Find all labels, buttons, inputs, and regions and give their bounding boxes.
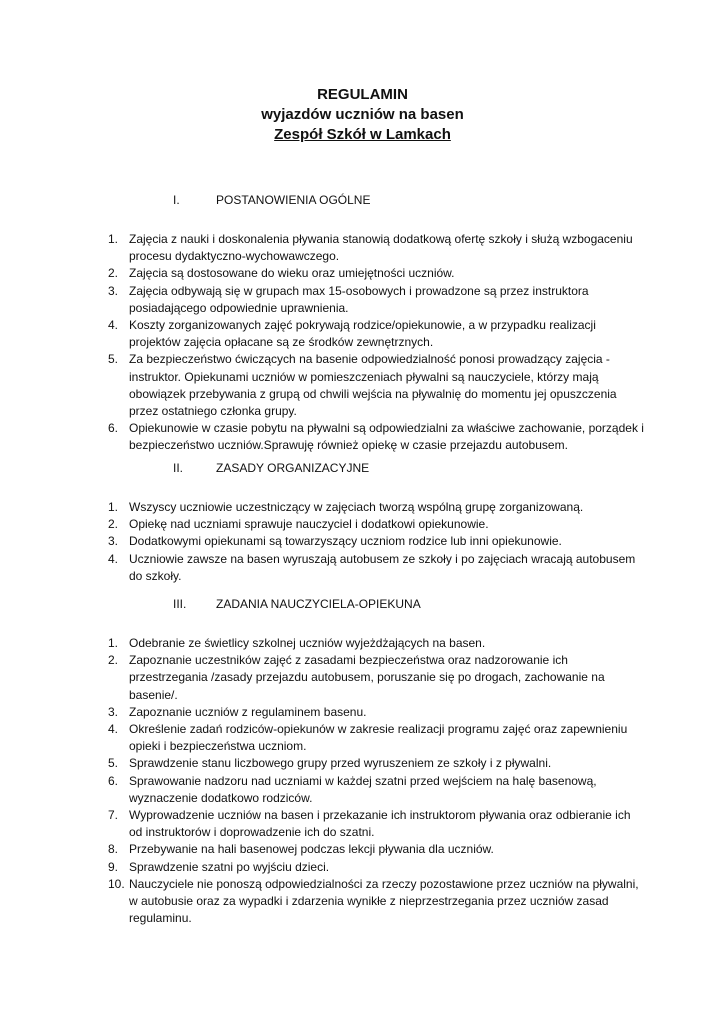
section-title: POSTANOWIENIA OGÓLNE: [216, 193, 371, 207]
list-item: 3. Zapoznanie uczniów z regulaminem basenu.: [108, 704, 367, 719]
list-item: 1. Odebranie ze świetlicy szkolnej uczniów wyjeżdżających na basen.: [108, 636, 486, 650]
section-heading: [0, 191, 725, 209]
list-item: 3. Dodatkowymi opiekunami są towarzyszący uczniom rodzice lub inni opiekunowie.: [108, 534, 562, 549]
section-number: I.: [173, 193, 180, 207]
school-name: Zespół Szkół w Lamkach: [274, 126, 451, 143]
list-item: 2. Zapoznanie uczestników zajęć z zasadami bezpieczeństwa oraz nadzorowanie ich przestrzegania /zasady przejazdu autobusem, poruszanie się po drogach, zachowanie na basenie/.: [108, 653, 605, 702]
list-item: 3. Zajęcia odbywają się w grupach max 15-osobowych i prowadzone są przez instruktora posiadającego odpowiednie uprawnienia.: [108, 283, 589, 315]
list-item: 2. Zajęcia są dostosowane do wieku oraz umiejętności uczniów.: [108, 266, 455, 281]
list-item: 8. Przebywanie na hali basenowej podczas lekcji pływania dla uczniów.: [108, 842, 494, 857]
list-item: 9. Sprawdzenie szatni po wyjściu dzieci.: [108, 859, 330, 874]
list-item: 4. Uczniowie zawsze na basen wyruszają autobusem ze szkoły i po zajęciach wracają autobusem do szkoły.: [108, 551, 636, 583]
section-organizational-rules: [0, 459, 725, 585]
section-list: [0, 231, 725, 455]
section-heading: [0, 459, 725, 477]
list-item: 5. Sprawdzenie stanu liczbowego grupy przed wyruszeniem ze szkoły i z pływalni.: [108, 756, 552, 771]
section-list: [0, 499, 725, 585]
document-subtitle: wyjazdów uczniów na basen: [261, 106, 464, 123]
document-title: REGULAMIN: [317, 86, 408, 103]
list-item: 2. Opiekę nad uczniami sprawuje nauczyciel i dodatkowi opiekunowie.: [108, 517, 489, 532]
list-item: 1. Zajęcia z nauki i doskonalenia pływania stanowią dodatkową ofertę szkoły i służą wzbogaceniu procesu dydaktyczno-wychowawczego.: [108, 232, 633, 264]
section-title: ZASADY ORGANIZACYJNE: [216, 461, 370, 475]
section-general-provisions: [0, 191, 725, 455]
section-teacher-duties: [0, 595, 725, 927]
section-heading: [0, 595, 725, 613]
list-item: 10. Nauczyciele nie ponoszą odpowiedzialności za rzeczy pozostawione przez uczniów na pływalni, w autobusie oraz za wypadki i zdarzenia wynikłe z nieprzestrzegania przez uczniów zasad regulaminu.: [108, 876, 639, 926]
list-item: 4. Określenie zadań rodziców-opiekunów w zakresie realizacji programu zajęć oraz zapewnieniu opieki i bezpieczeństwa uczniom.: [108, 722, 628, 754]
document-title-block: [0, 85, 725, 145]
section-title: ZADANIA NAUCZYCIELA-OPIEKUNA: [216, 597, 421, 611]
list-item: 7. Wyprowadzenie uczniów na basen i przekazanie ich instruktorom pływania oraz odbieranie ich od instruktorów i doprowadzenie ich do szatni.: [108, 808, 631, 840]
list-item: 5. Za bezpieczeństwo ćwiczących na basenie odpowiedzialność ponosi prowadzący zajęcia - instruktor. Opiekunami uczniów w pomieszczeniach pływalni są nauczyciele, którzy mają obowiązek przebywania z grupą od chwili wejścia na pływalnię do momentu jej opuszczenia przez ostatniego członka grupy.: [108, 352, 617, 419]
list-item: 1. Wszyscy uczniowie uczestniczący w zajęciach tworzą wspólną grupę zorganizowaną.: [108, 500, 584, 514]
section-number: III.: [173, 597, 187, 611]
list-item: 4. Koszty zorganizowanych zajęć pokrywają rodzice/opiekunowie, a w przypadku realizacji projektów zajęcia opłacane są ze środków zewnętrznych.: [108, 318, 596, 350]
list-item: 6. Opiekunowie w czasie pobytu na pływalni są odpowiedzialni za właściwe zachowanie, porządek i bezpieczeństwo uczniów.Sprawuję również opiekę w czasie przejazdu autobusem.: [108, 421, 644, 453]
section-number: II.: [173, 461, 184, 475]
section-list: [0, 635, 725, 927]
list-item: 6. Sprawowanie nadzoru nad uczniami w każdej szatni przed wejściem na halę basenową, wyznaczenie dodatkowo rodziców.: [108, 773, 597, 805]
